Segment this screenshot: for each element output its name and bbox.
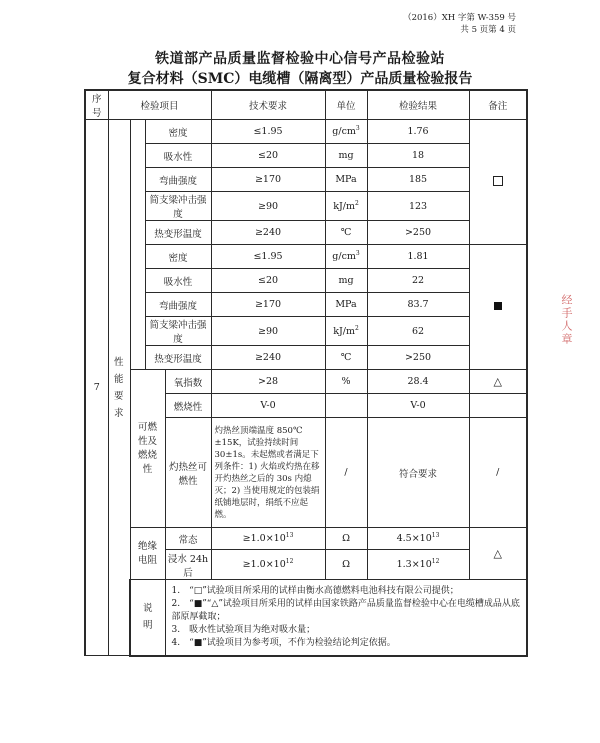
notes-label [130,580,165,656]
unit-cell: mg [325,269,367,293]
table-row [85,168,527,192]
note-item: 4. “■”试验项目为参考项，不作为检验结论判定依据。 [171,637,396,648]
table-row [85,221,527,245]
result-cell: 28.4 [367,370,469,394]
notes-content [165,580,527,656]
item-cell: 弯曲强度 [145,293,211,317]
result-cell: 18 [367,144,469,168]
table-row [85,120,527,144]
req-cell: ≥240 [211,346,325,370]
notes-label-text: 说明 [142,603,153,632]
table-row [85,370,527,394]
filled-square-icon [494,302,502,310]
note-item: 3. 吸水性试验项目为绝对吸水量； [171,624,316,635]
table-row [85,528,527,550]
req-cell: >28 [211,370,325,394]
item-cell: 浸水 24h 后 [165,550,211,580]
group-label [108,120,130,656]
unit-cell: Ω [325,550,367,580]
report-number: （2016）XH 字第 W-359 号 [403,13,516,23]
req-cell: ≤1.95 [211,120,325,144]
item-cell: 常态 [165,528,211,550]
req-text: ≥1.0×10 [242,559,286,571]
unit-text: kJ/m [333,201,355,213]
req-cell: ≥240 [211,221,325,245]
box-symbol-icon [493,176,503,186]
item-cell: 吸水性 [145,144,211,168]
item-cell: 氧指数 [165,370,211,394]
result-text: 4.5×10 [396,533,432,545]
req-cell [211,550,325,580]
table-row [85,293,527,317]
unit-cell: % [325,370,367,394]
unit-sup: 3 [355,125,360,133]
result-cell: 185 [367,168,469,192]
unit-cell [325,245,367,269]
result-cell [367,550,469,580]
item-cell: 简支梁冲击强度 [145,317,211,346]
report-title-line2: 复合材料（SMC）电缆槽（隔离型）产品质量检验报告 [127,71,473,87]
result-cell: 22 [367,269,469,293]
unit-cell: Ω [325,528,367,550]
result-cell: 62 [367,317,469,346]
remark-group2 [469,245,527,370]
item-cell: 吸水性 [145,269,211,293]
table-row [85,245,527,269]
unit-text: kJ/m [333,326,355,338]
unit-text: g/cm [332,126,356,138]
header-remark: 备注 [469,90,527,120]
req-cell: ≥170 [211,168,325,192]
result-text: 1.3×10 [396,559,432,571]
unit-cell: mg [325,144,367,168]
unit-sup: 3 [355,250,360,258]
group1-spacer [130,120,145,245]
page-indicator: 共 5 页第 4 页 [460,25,516,35]
unit-sup: 2 [354,324,359,332]
unit-cell [325,120,367,144]
remark-insulation: △ [469,528,527,580]
req-cell: ≤20 [211,144,325,168]
req-cell: ≥170 [211,293,325,317]
req-cell: V-0 [211,394,325,418]
note-item: 1. “□”试验项目所采用的试样由衡水高德燃料电池科技有限公司提供； [171,585,459,596]
result-sup: 13 [431,532,440,540]
table-row [85,192,527,221]
item-cell: 弯曲强度 [145,168,211,192]
item-cell: 简支梁冲击强度 [145,192,211,221]
table-row [85,144,527,168]
unit-sup: 2 [354,199,359,207]
unit-cell [325,317,367,346]
remark-group1 [469,120,527,245]
unit-cell [325,192,367,221]
group2-spacer [130,245,145,370]
remark-flammability [469,394,527,418]
unit-cell: ℃ [325,346,367,370]
header-result: 检验结果 [367,90,469,120]
flame-label [130,370,165,528]
table-row [85,317,527,346]
item-cell: 热变形温度 [145,346,211,370]
unit-cell: MPa [325,293,367,317]
result-cell: V-0 [367,394,469,418]
req-cell: ≥90 [211,192,325,221]
item-cell: 密度 [145,120,211,144]
remark-glow-wire: / [469,418,527,528]
item-cell: 热变形温度 [145,221,211,245]
result-cell [367,528,469,550]
req-sup: 12 [285,558,294,566]
table-row [85,346,527,370]
item-cell: 密度 [145,245,211,269]
result-cell: >250 [367,346,469,370]
req-text: ≥1.0×10 [242,533,286,545]
header-no: 序号 [85,90,108,120]
result-cell: 符合要求 [367,418,469,528]
result-cell: 1.76 [367,120,469,144]
header-req: 技术要求 [211,90,325,120]
insulation-label [130,528,165,580]
report-title-line1: 铁道部产品质量监督检验中心信号产品检验站 [155,51,445,67]
insulation-label-text: 绝缘电阻 [137,540,157,566]
group-label-text: 性能要求 [113,356,124,419]
result-sup: 12 [431,558,440,566]
result-cell: >250 [367,221,469,245]
result-cell: 123 [367,192,469,221]
note-item: 2. “■”“△”试验项目所采用的试样由国家铁路产品质量监督检验中心在电缆槽成品从底部原厚截取； [171,598,520,622]
unit-text: g/cm [332,251,356,263]
remark-oxygen: △ [469,370,527,394]
row-number: 7 [85,120,108,656]
notes-row [85,580,527,656]
item-cell: 燃烧性 [165,394,211,418]
result-cell: 83.7 [367,293,469,317]
flame-label-text: 可燃性及燃烧性 [137,421,157,475]
result-cell: 1.81 [367,245,469,269]
unit-cell: ℃ [325,221,367,245]
req-cell [211,528,325,550]
req-sup: 13 [285,532,294,540]
inspection-table [84,89,528,657]
req-cell: 灼热丝顶端温度 850℃±15K，试验持续时间 30±1s。未起燃或者满足下列条件：1) 火焰或灼热在移开灼热丝之后的 30s 内熄灭；2) 当使用规定的包装绢纸铺地层时，绢纸不应起燃。 [211,418,325,528]
req-cell: ≤20 [211,269,325,293]
inspector-seal: 经手人章 [560,294,573,346]
header-item: 检验项目 [108,90,211,120]
item-cell: 灼热丝可燃性 [165,418,211,528]
header-unit: 单位 [325,90,367,120]
req-cell: ≥90 [211,317,325,346]
req-cell: ≤1.95 [211,245,325,269]
unit-cell: / [325,418,367,528]
unit-cell [325,394,367,418]
table-header-row [85,90,527,120]
unit-cell: MPa [325,168,367,192]
table-row [85,269,527,293]
